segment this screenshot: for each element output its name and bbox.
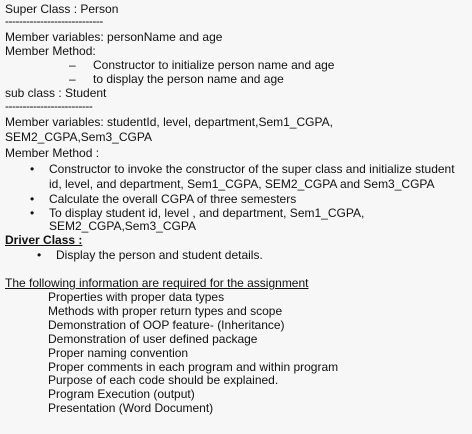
requirement-item: Demonstration of user defined package: [48, 332, 258, 346]
requirement-item: Proper naming convention: [48, 346, 189, 360]
separator: ----------------------------: [5, 14, 103, 28]
driver-item: • Display the person and student details.: [56, 248, 263, 262]
requirement-item: Presentation (Word Document): [48, 401, 214, 415]
requirement-item: Program Execution (output): [48, 387, 195, 401]
super-class-line: Super Class : Person: [5, 2, 119, 16]
requirement-item: Purpose of each code should be explained.: [48, 373, 279, 387]
super-method-item: – to display the person name and age: [93, 72, 284, 86]
requirement-item: Properties with proper data types: [48, 290, 225, 304]
sub-method-item: • Calculate the overall CGPA of three semesters: [49, 192, 296, 206]
super-method-item: – Constructor to initialize person name and age: [93, 58, 334, 72]
requirement-item: Proper comments in each program and within program: [48, 360, 339, 374]
separator: -------------------------: [5, 99, 93, 113]
sub-method-item: • To display student id, level , and department, Sem1_CGPA,: [49, 206, 364, 220]
super-member-variables: Member variables: personName and age: [5, 30, 223, 44]
sub-member-method-label: Member Method :: [5, 146, 100, 160]
sub-method-item: • Constructor to invoke the constructor of the super class and initialize student: [49, 162, 455, 176]
sub-member-variables: SEM2_CGPA,Sem3_CGPA: [5, 130, 152, 144]
requirements-heading: The following information are required for the assignment: [5, 276, 309, 290]
requirement-item: Demonstration of OOP feature- (Inheritance): [48, 318, 285, 332]
sub-class-line: sub class : Student: [5, 86, 107, 100]
driver-class-label: Driver Class :: [5, 233, 83, 247]
super-member-method-label: Member Method:: [5, 44, 96, 58]
requirement-item: Methods with proper return types and scope: [48, 304, 283, 318]
sub-method-item-cont: id, level, and department, Sem1_CGPA, SEM2_CGPA and Sem3_CGPA: [49, 177, 435, 191]
sub-method-item-cont: SEM2_CGPA,Sem3_CGPA: [49, 219, 196, 233]
sub-member-variables: Member variables: studentId, level, department,Sem1_CGPA,: [5, 115, 333, 129]
